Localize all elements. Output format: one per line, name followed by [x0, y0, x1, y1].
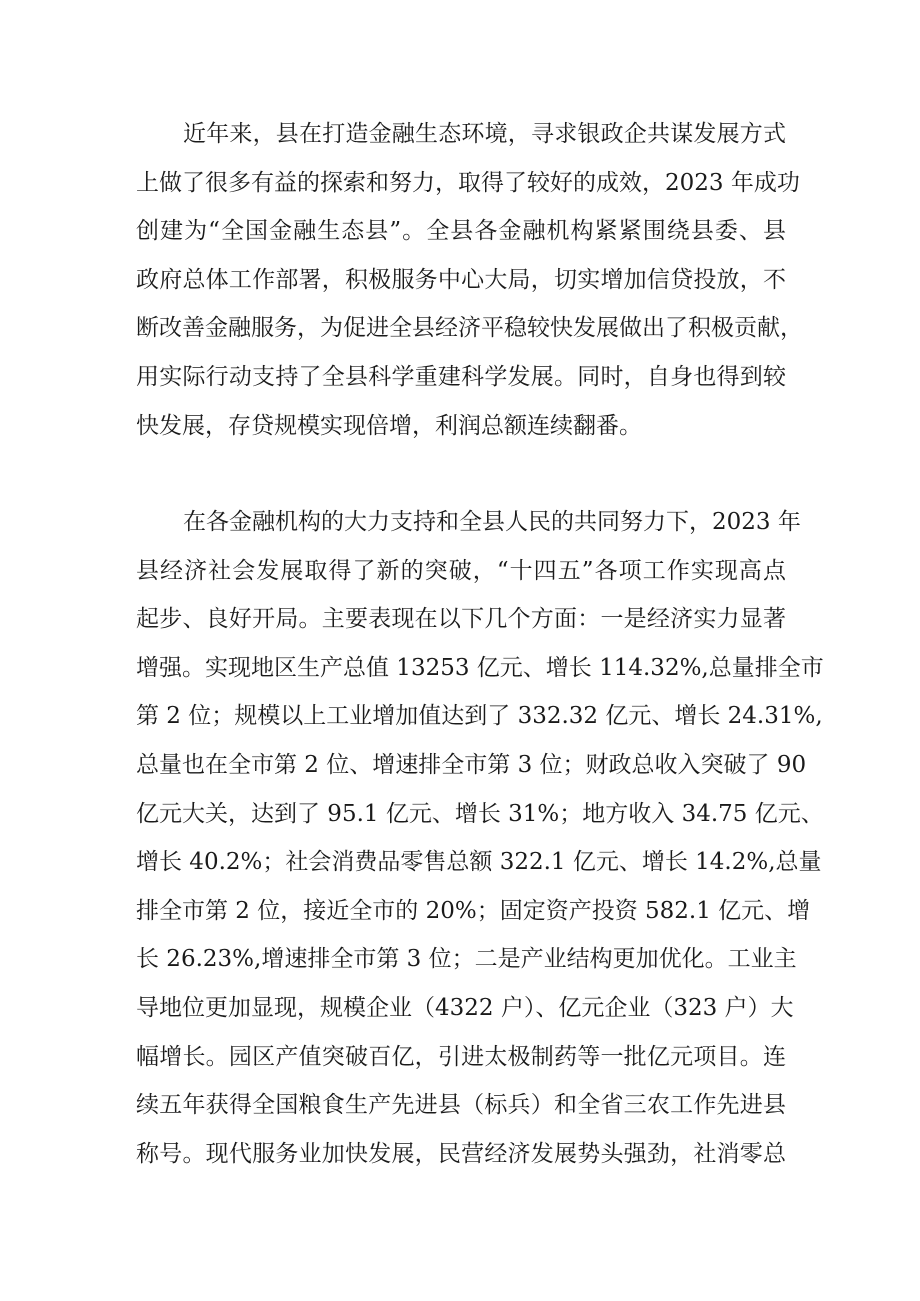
text-line: 创建为“全国金融生态县”。全县各金融机构紧紧围绕县委、县 [136, 218, 786, 245]
paragraph-economic-development [136, 498, 824, 1178]
text-line: 起步、良好开局。主要表现在以下几个方面：一是经济实力显著 [136, 606, 786, 633]
text-line: 断改善金融服务，为促进全县经济平稳较快发展做出了积极贡献， [136, 315, 803, 342]
text-line: 用实际行动支持了全县科学重建科学发展。同时，自身也得到较 [136, 363, 786, 390]
text-line: 幅增长。园区产值突破百亿，引进太极制药等一批亿元项目。连 [136, 1043, 786, 1070]
text-line: 近年来，县在打造金融生态环境，寻求银政企共谋发展方式 [183, 121, 786, 147]
text-line: 导地位更加显现，规模企业（4322 户）、亿元企业（323 户）大 [136, 994, 794, 1021]
text-line: 快发展，存贷规模实现倍增，利润总额连续翻番。 [136, 412, 642, 439]
text-line: 续五年获得全国粮食生产先进县（标兵）和全省三农工作先进县 [136, 1092, 786, 1119]
text-line: 长 26.23%,增速排全市第 3 位；二是产业结构更加优化。工业主 [136, 946, 797, 973]
paragraph-financial-ecology [136, 110, 803, 450]
text-line: 县经济社会发展取得了新的突破，“十四五”各项工作实现高点 [136, 557, 786, 584]
text-line: 在各金融机构的大力支持和全县人民的共同努力下，2023 年 [183, 509, 801, 535]
text-line: 称号。现代服务业加快发展，民营经济发展势头强劲，社消零总 [136, 1140, 786, 1167]
text-line: 上做了很多有益的探索和努力，取得了较好的成效，2023 年成功 [136, 169, 800, 196]
text-line: 政府总体工作部署，积极服务中心大局，切实增加信贷投放，不 [136, 266, 786, 293]
text-line: 增强。实现地区生产总值 13253 亿元、增长 114.32%,总量排全市 [136, 654, 824, 681]
text-line: 亿元大关，达到了 95.1 亿元、增长 31%；地方收入 34.75 亿元、 [136, 800, 824, 827]
text-line: 增长 40.2%；社会消费品零售总额 322.1 亿元、增长 14.2%,总量 [136, 849, 822, 876]
text-line: 第 2 位；规模以上工业增加值达到了 332.32 亿元、增长 24.31%, [136, 703, 823, 730]
text-line: 总量也在全市第 2 位、增速排全市第 3 位；财政总收入突破了 90 [136, 751, 807, 778]
text-line: 排全市第 2 位，接近全市的 20%；固定资产投资 582.1 亿元、增 [136, 897, 811, 924]
